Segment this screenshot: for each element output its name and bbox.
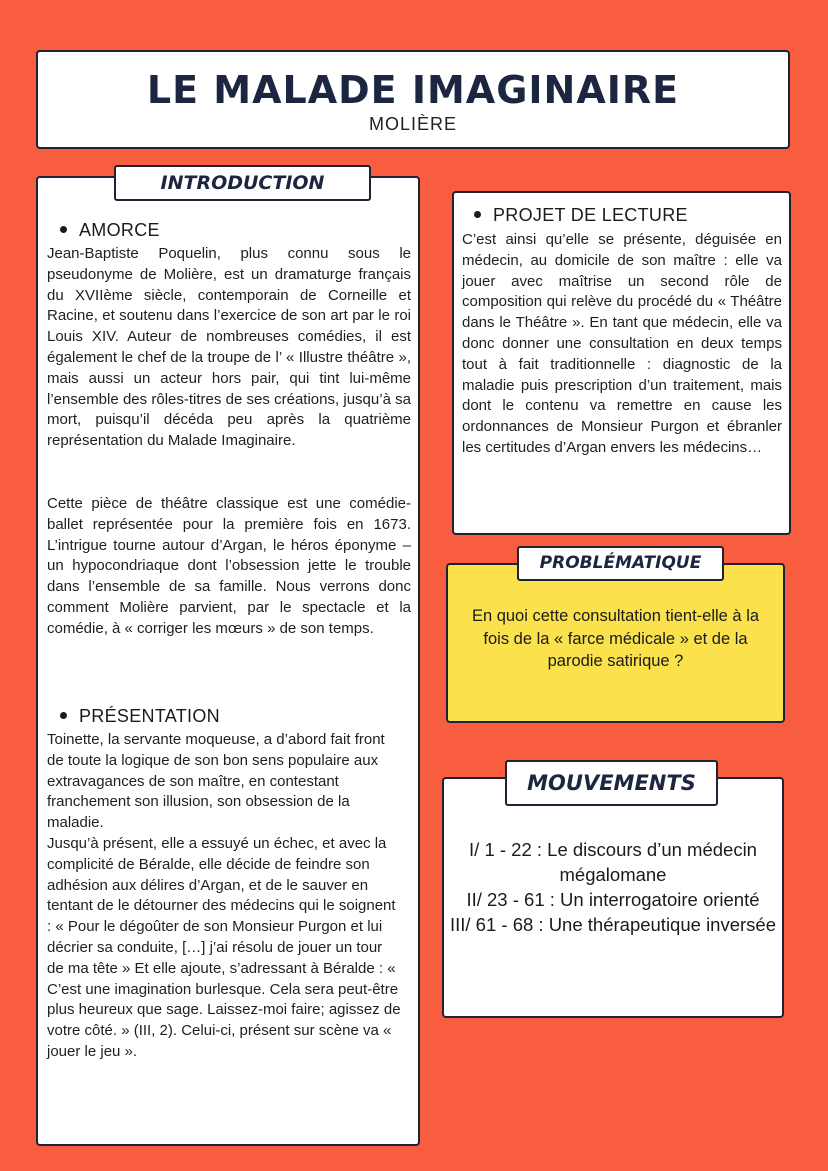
bullet-icon <box>60 712 67 719</box>
mouvements-panel <box>442 777 784 1018</box>
page-title: LE MALADE IMAGINAIRE <box>146 68 680 112</box>
projet-heading: PROJET DE LECTURE <box>474 205 688 226</box>
bullet-icon <box>474 211 481 218</box>
mouvements-list <box>444 837 782 937</box>
mouvement-item: II/ 23 - 61 : Un interrogatoire orienté <box>466 889 760 910</box>
presentation-paragraph-2: Jusqu’à présent, elle a essuyé un échec, et avec la complicité de Béralde, elle décide de feindre son adhésion aux délires d’Argan, et de le sauver en tentant de le détourner des médecins qui le soignent : « Pour le dégoûter de son Monsieur Purgon et lui décrier sa conduite, […] j’ai résolu de jouer un tour de ma tête » Et elle ajoute, s’adressant à Béralde : « C’est une imagination burlesque. Cela sera peut-être plus heureux que sage. Laissez-moi faire; agissez de votre côté. » (III, 2). Celui-ci, présent sur scène va « jouer le jeu ». <box>47 835 401 1060</box>
bullet-icon <box>60 226 67 233</box>
mouvement-item: I/ 1 - 22 : Le discours d’un médecin mégalomane <box>469 839 757 885</box>
introduction-panel <box>36 176 420 1146</box>
amorce-heading: AMORCE <box>60 220 160 241</box>
mouvement-item: III/ 61 - 68 : Une thérapeutique inversée <box>449 914 776 935</box>
presentation-paragraph-1: Toinette, la servante moqueuse, a d’abord fait front de toute la logique de son bon sens populaire aux extravagances de son maître, en contestant franchement son illusion, son obsession de la maladie. <box>47 731 385 832</box>
amorce-paragraph-2: Cette pièce de théâtre classique est une comédie-ballet représentée pour la première fois en 1673. L’intrigue tourne autour d’Argan, le héros éponyme – un hypocondriaque dont l’obsession jette le trouble dans l’ensemble de sa famille. Nous verrons donc comment Molière parvient, par le spectacle et la comédie, à « corriger les mœurs » de son temps. <box>47 495 411 637</box>
problematique-label: PROBLÉMATIQUE <box>517 546 724 581</box>
problematique-panel <box>446 563 785 723</box>
mouvements-label: MOUVEMENTS <box>505 760 718 806</box>
projet-paragraph: C’est ainsi qu’elle se présente, déguisée en médecin, au domicile de son maître : elle va jouer avec maîtrise un second rôle de composition qui relève du procédé du « Théâtre dans le Théâtre ». En tant que médecin, elle va donc donner une consultation en deux temps tout à fait traditionnelle : diagnostic de la maladie puis prescription d’un traitement, mais dont le contenu va remettre en cause les ordonnances de Monsieur Purgon et ébranler les certitudes d’Argan envers les médecins… <box>462 231 782 456</box>
projet-panel <box>452 191 791 535</box>
problematique-text: En quoi cette consultation tient-elle à la fois de la « farce médicale » et de la parodie satirique ? <box>471 607 760 670</box>
amorce-paragraph-1: Jean-Baptiste Poquelin, plus connu sous le pseudonyme de Molière, est un dramaturge français du XVIIème siècle, contemporain de Corneille et Racine, et soutenu dans l’exercice de son art par le roi Louis XIV. Auteur de nombreuses comédies, il est également le chef de la troupe de l’ « Illustre théâtre », mais aussi un acteur hors pair, qui tint lui-même l’ensemble des rôles-titres de ses créations, jusqu’à sa mort, puisqu’il décéda peu après la quatrième représentation du Malade Imaginaire. <box>47 245 411 450</box>
title-card <box>36 50 790 149</box>
presentation-heading: PRÉSENTATION <box>60 706 220 727</box>
author-name: MOLIÈRE <box>368 114 458 134</box>
introduction-label: INTRODUCTION <box>114 165 371 201</box>
